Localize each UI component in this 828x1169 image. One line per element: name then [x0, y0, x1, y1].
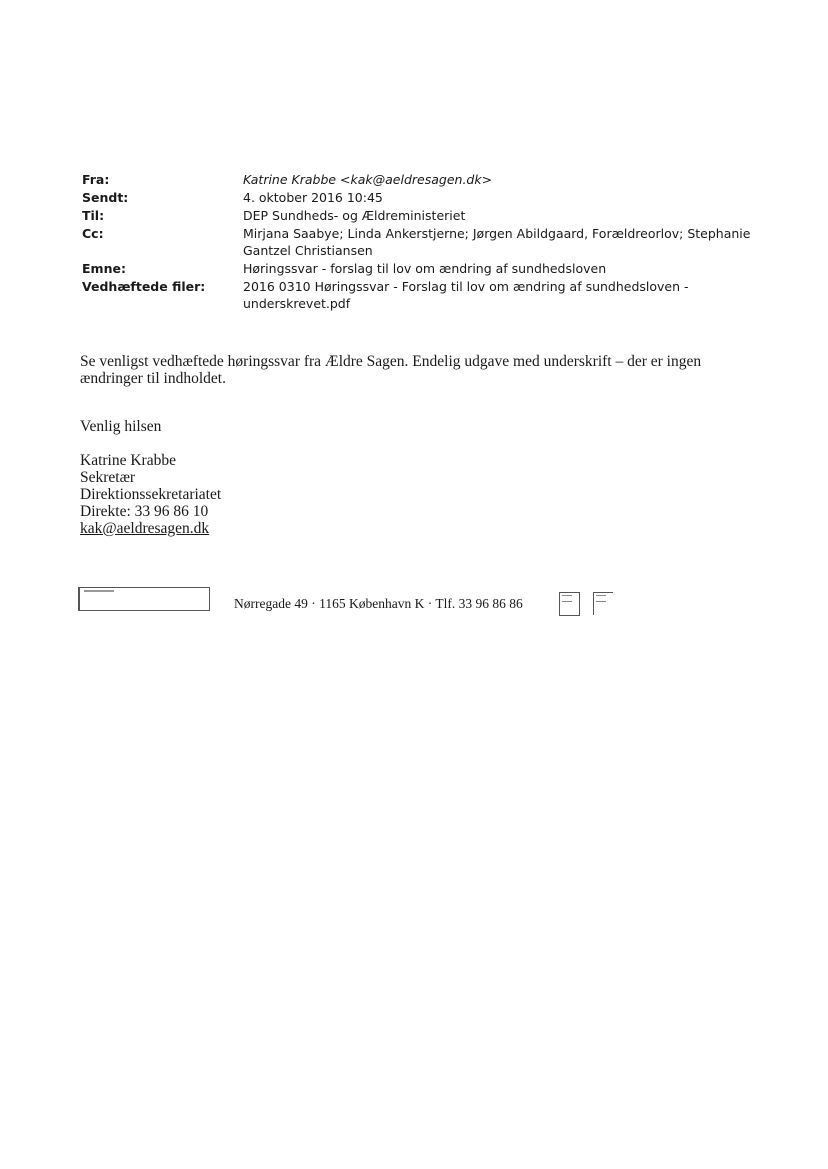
signature-department: Direktionssekretariatet	[80, 486, 222, 503]
subject-label: Emne:	[82, 261, 126, 276]
subject-value: Høringssvar - forslag til lov om ændring af sundhedsloven	[243, 261, 607, 276]
logo-image	[78, 587, 210, 611]
footer	[78, 587, 638, 617]
greeting: Venlig hilsen	[80, 418, 162, 435]
to-label: Til:	[82, 208, 105, 223]
social-image-icon[interactable]	[559, 592, 580, 616]
attachments-label: Vedhæftede filer:	[82, 279, 206, 294]
signature-title: Sekretær	[80, 469, 136, 486]
image-placeholder-icon	[562, 595, 572, 602]
signature-email-link[interactable]: kak@aeldresagen.dk	[80, 520, 210, 537]
subject-row	[82, 260, 762, 277]
email-header	[82, 171, 762, 313]
attachments-row	[82, 278, 762, 312]
to-row	[82, 207, 762, 224]
message-text: Se venligst vedhæftede høringssvar fra Ældre Sagen. Endelig udgave med underskrift – der er ingen ændringer til indholdet.	[80, 353, 702, 387]
cc-label: Cc:	[82, 226, 104, 241]
email-body	[80, 353, 750, 387]
sent-label: Sendt:	[82, 190, 129, 205]
sent-row	[82, 189, 762, 206]
social-image-icon-2[interactable]	[593, 592, 613, 615]
cc-row	[82, 225, 762, 259]
signature-block	[80, 452, 221, 537]
attachments-value[interactable]: 2016 0310 Høringssvar - Forslag til lov om ændring af sundhedsloven - underskrevet.pdf	[243, 279, 689, 311]
from-label: Fra:	[82, 172, 110, 187]
image-placeholder-icon-2	[596, 595, 606, 602]
to-value: DEP Sundheds- og Ældreministeriet	[243, 208, 466, 223]
from-value: Katrine Krabbe <kak@aeldresagen.dk>	[243, 172, 493, 187]
from-row	[82, 171, 762, 188]
footer-address: Nørregade 49 · 1165 København K · Tlf. 33 96 86 86	[234, 596, 523, 611]
logo-placeholder-icon	[84, 590, 114, 592]
signature-phone: Direkte: 33 96 86 10	[80, 503, 209, 520]
cc-value: Mirjana Saabye; Linda Ankerstjerne; Jørgen Abildgaard, Forældreorlov; Stephanie Gantzel Christiansen	[243, 226, 751, 258]
sent-value: 4. oktober 2016 10:45	[243, 190, 383, 205]
signature-name: Katrine Krabbe	[80, 452, 176, 469]
